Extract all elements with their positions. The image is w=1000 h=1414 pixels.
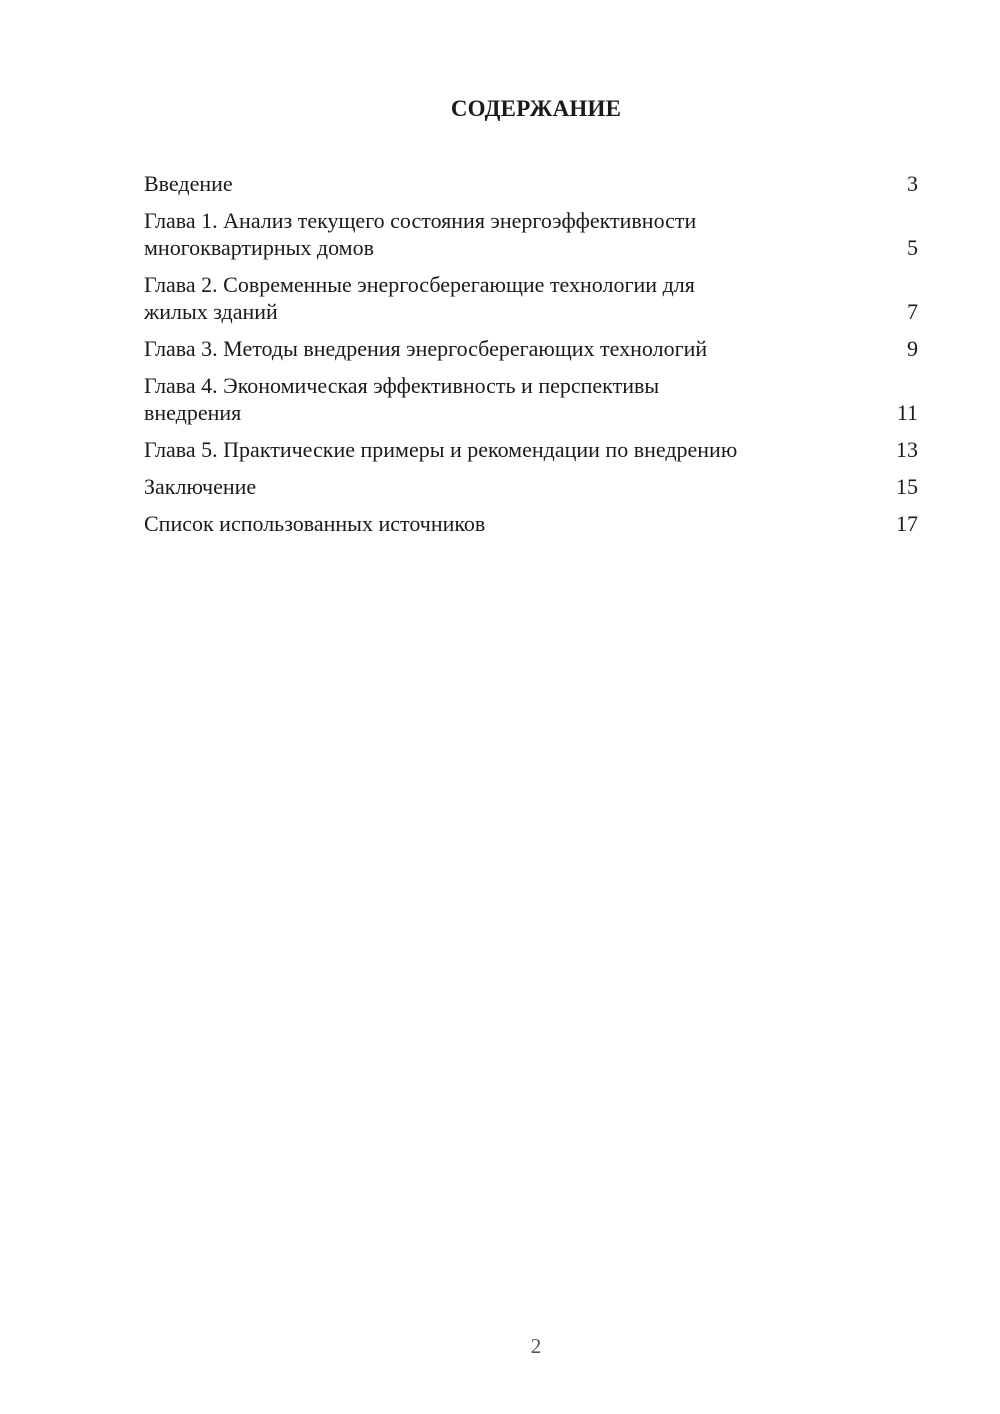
page-number: 2	[530, 1334, 542, 1358]
table-of-contents	[144, 170, 918, 547]
toc-entry-page: 11	[896, 400, 918, 425]
toc-entry-page: 3	[907, 171, 918, 196]
toc-entry-chapter-1	[144, 207, 918, 261]
toc-entry-conclusion	[144, 473, 918, 500]
toc-entry-label: Глава 5. Практические примеры и рекомендации по внедрению	[144, 437, 738, 462]
toc-entry-label: Глава 1. Анализ текущего состояния энергоэффективности многоквартирных домов	[144, 208, 697, 260]
toc-entry-label: Глава 4. Экономическая эффективность и перспективы внедрения	[144, 373, 660, 425]
toc-entry-chapter-3	[144, 335, 918, 362]
toc-entry-page: 13	[896, 437, 918, 462]
toc-entry-page: 17	[896, 511, 918, 536]
toc-entry-page: 7	[907, 299, 918, 324]
toc-entry-chapter-2	[144, 271, 918, 325]
toc-entry-label: Заключение	[144, 474, 257, 499]
toc-entry-page: 5	[907, 235, 918, 260]
toc-entry-chapter-5	[144, 436, 918, 463]
toc-entry-page: 9	[907, 336, 918, 361]
toc-entry-chapter-4	[144, 372, 918, 426]
toc-entry-label: Список использованных источников	[144, 511, 486, 536]
toc-entry-label: Глава 2. Современные энергосберегающие технологии для жилых зданий	[144, 272, 695, 324]
toc-entry-references	[144, 510, 918, 537]
page-title: СОДЕРЖАНИЕ	[450, 96, 622, 121]
toc-entry-introduction	[144, 170, 918, 197]
toc-entry-label: Введение	[144, 171, 233, 196]
toc-entry-label: Глава 3. Методы внедрения энергосберегающих технологий	[144, 336, 708, 361]
toc-entry-page: 15	[896, 474, 918, 499]
